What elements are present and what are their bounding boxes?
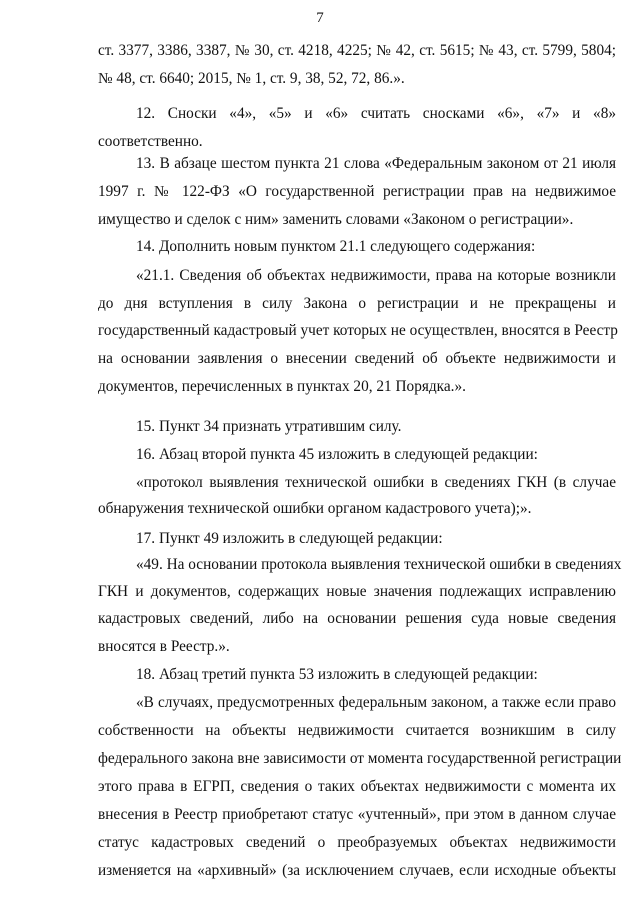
text-line: кадастровых сведений, либо на основании решения суда новые сведения	[98, 610, 616, 627]
text-line: вносятся в Реестр.».	[98, 638, 230, 655]
text-line: № 48, ст. 6640; 2015, № 1, ст. 9, 38, 52, 72, 86.».	[98, 70, 405, 87]
text-line: 14. Дополнить новым пунктом 21.1 следующего содержания:	[136, 238, 536, 255]
text-line: соответственно.	[98, 133, 203, 150]
text-line: ст. 3377, 3386, 3387, № 30, ст. 4218, 4225; № 42, ст. 5615; № 43, ст. 5799, 5804;	[98, 42, 616, 59]
text-line: «протокол выявления технической ошибки в сведениях ГКН (в случае	[136, 474, 616, 491]
text-line: «В случаях, предусмотренных федеральным законом, а также если право	[136, 694, 616, 711]
text-line: внесения в Реестр приобретают статус «учтенный», при этом в данном случае	[98, 806, 616, 823]
text-line: 15. Пункт 34 признать утратившим силу.	[136, 418, 402, 435]
text-line: 16. Абзац второй пункта 45 изложить в следующей редакции:	[136, 446, 538, 463]
text-line: «49. На основании протокола выявления технической ошибки в сведениях	[136, 556, 622, 573]
text-line: 12. Сноски «4», «5» и «6» считать сносками «6», «7» и «8»	[136, 105, 616, 122]
text-line: 17. Пункт 49 изложить в следующей редакции:	[136, 530, 443, 547]
text-line: имущество и сделок с ним» заменить словами «Законом о регистрации».	[98, 211, 574, 228]
text-line: «21.1. Сведения об объектах недвижимости, права на которые возникли	[136, 267, 616, 284]
text-line: государственный кадастровый учет которых не осуществлен, вносятся в Реестр	[98, 322, 618, 339]
text-line: документов, перечисленных в пунктах 20, 21 Порядка.».	[98, 378, 466, 395]
page-number: 7	[316, 10, 324, 26]
text-line: 1997 г. № 122-ФЗ «О государственной регистрации прав на недвижимое	[98, 183, 616, 200]
text-line: изменяется на «архивный» (за исключением случаев, если исходные объекты	[98, 862, 616, 879]
text-line: статус кадастровых сведений о преобразуемых объектах недвижимости	[98, 834, 616, 851]
text-line: ГКН и документов, содержащих новые значения подлежащих исправлению	[98, 583, 616, 600]
text-line: на основании заявления о внесении сведений об объекте недвижимости и	[98, 350, 616, 367]
text-line: обнаружения технической ошибки органом кадастрового учета);».	[98, 500, 532, 517]
text-line: собственности на объекты недвижимости считается возникшим в силу	[98, 722, 616, 739]
text-line: 18. Абзац третий пункта 53 изложить в следующей редакции:	[136, 666, 538, 683]
text-line: этого права в ЕГРП, сведения о таких объектах недвижимости с момента их	[98, 778, 616, 795]
text-line: федерального закона вне зависимости от момента государственной регистрации	[98, 750, 622, 767]
text-line: до дня вступления в силу Закона о регистрации и не прекращены и	[98, 295, 616, 312]
text-line: 13. В абзаце шестом пункта 21 слова «Федеральным законом от 21 июля	[136, 155, 616, 172]
